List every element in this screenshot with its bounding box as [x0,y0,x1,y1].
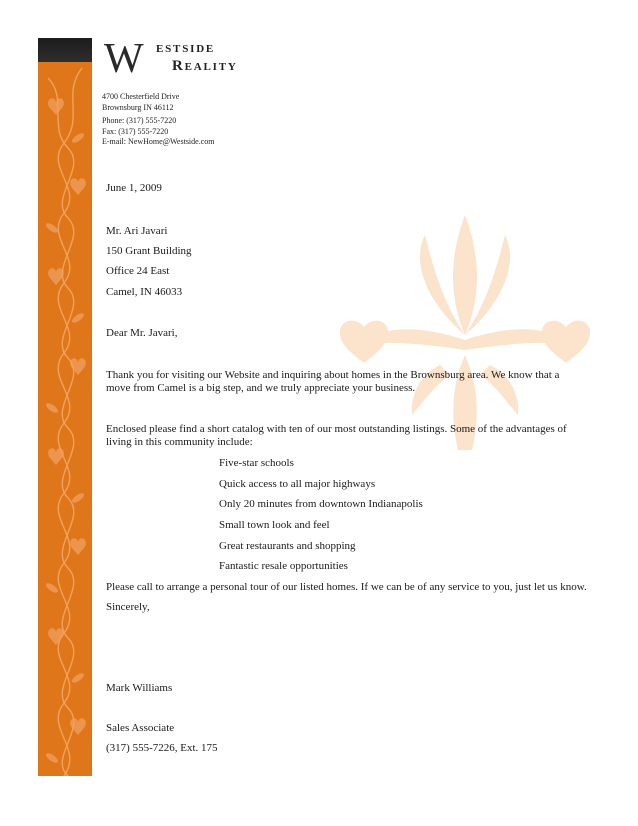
company-address [102,92,302,148]
address-street: 4700 Chesterfield Drive [102,92,180,101]
signer-title: Sales Associate [106,722,175,734]
floral-pattern-icon [38,38,92,776]
signer-name: Mark Williams [106,682,173,694]
advantage-item: Fantastic resale opportunities [219,560,348,572]
salutation: Dear Mr. Javari, [106,327,178,339]
closing: Sincerely, [106,601,150,613]
paragraph-2-line-2: living in this community include: [106,436,253,448]
recipient-building: 150 Grant Building [106,245,192,257]
signer-phone: (317) 555-7226, Ext. 175 [106,742,218,754]
paragraph-2-line-1: Enclosed please find a short catalog with ten of our most outstanding listings. Some of the advantages of [106,423,567,435]
decorative-sidebar [38,38,92,776]
ornament-watermark-icon [340,205,590,455]
advantage-item: Great restaurants and shopping [219,540,356,552]
address-city: Brownsburg IN 46112 [102,102,174,112]
recipient-office: Office 24 East [106,265,170,277]
letter-date: June 1, 2009 [106,182,162,194]
advantage-item: Small town look and feel [219,519,330,531]
company-fax: Fax: (317) 555-7220 [102,126,169,136]
logo-initial: W [104,36,138,82]
company-phone: Phone: (317) 555-7220 [102,116,177,125]
paragraph-1-line-2: move from Camel is a big step, and we truly appreciate your business. [106,382,416,394]
recipient-city: Camel, IN 46033 [106,286,183,298]
logo-line-reality: Reality [172,58,238,74]
closing-paragraph: Please call to arrange a personal tour of our listed homes. If we can be of any service to you, just let us know. [106,581,587,593]
company-email: E-mail: NewHome@Westside.com [102,137,215,146]
recipient-name: Mr. Ari Javari [106,225,168,237]
paragraph-1-line-1: Thank you for visiting our Website and inquiring about homes in the Brownsburg area. We know that a [106,369,560,381]
advantage-item: Five-star schools [219,457,294,469]
advantage-item: Only 20 minutes from downtown Indianapolis [219,498,423,510]
advantage-item: Quick access to all major highways [219,478,376,490]
logo-line-westside: estside [156,40,216,56]
